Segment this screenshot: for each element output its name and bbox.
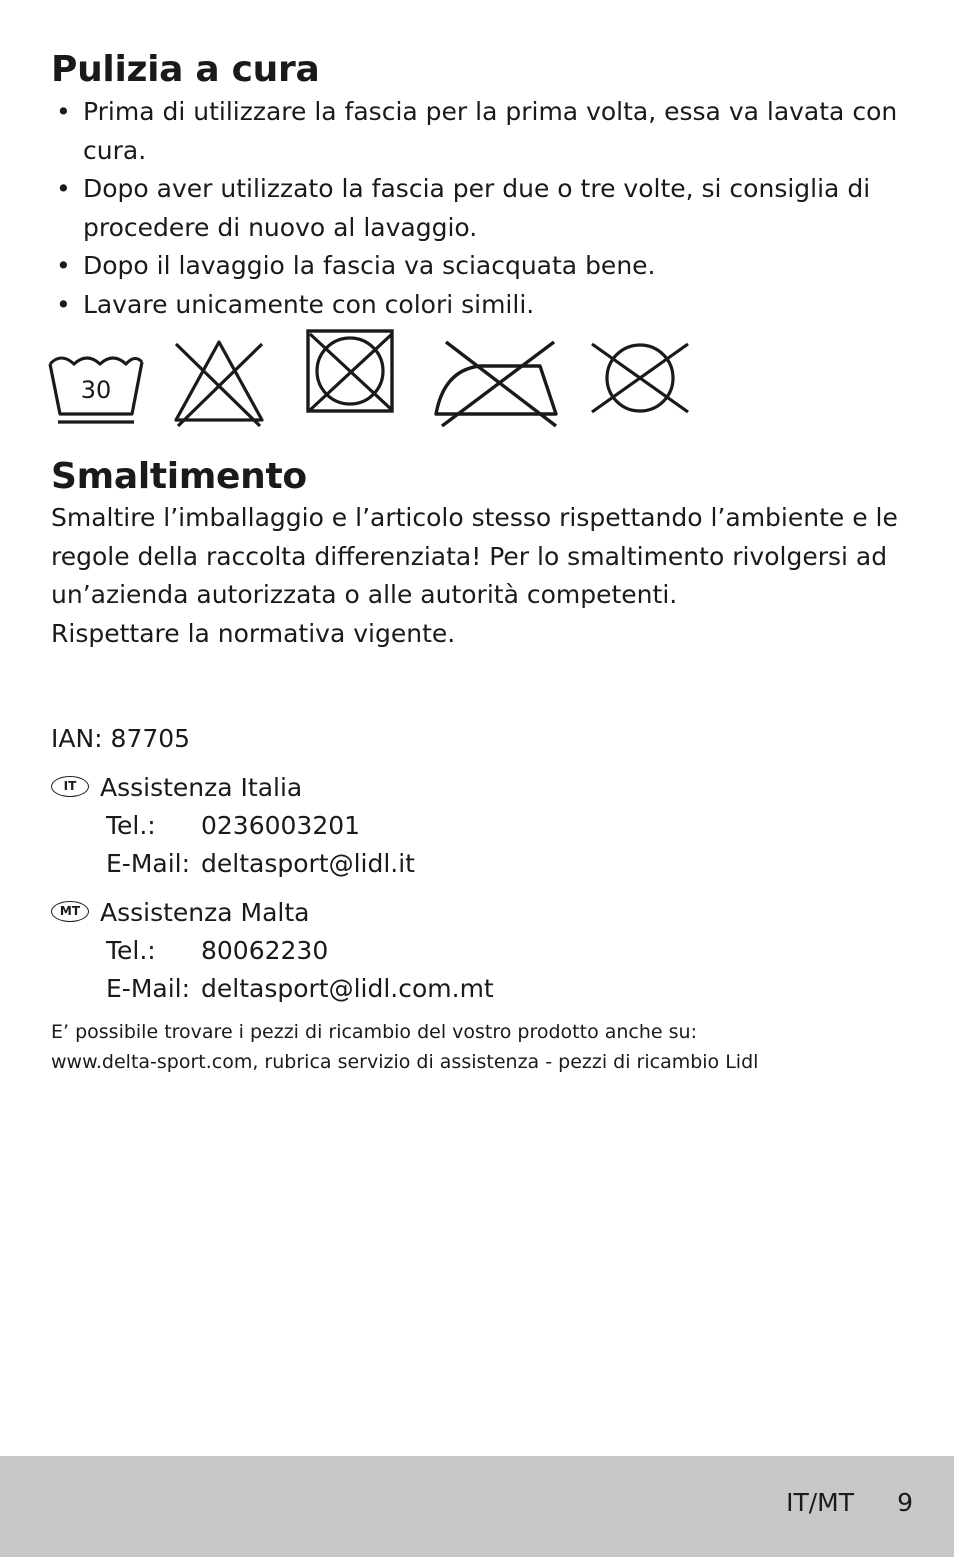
language-code: IT/MT <box>786 1488 854 1517</box>
email-address: deltasport@lidl.it <box>201 849 415 878</box>
spare-parts-info <box>51 1017 758 1077</box>
no-iron-icon <box>432 340 562 428</box>
email-label: E-Mail: <box>106 974 191 1003</box>
care-title: Pulizia a cura <box>51 49 320 90</box>
page-footer <box>0 1456 954 1557</box>
tel-number: 80062230 <box>201 936 329 965</box>
list-item: • Lavare unicamente con colori simili. <box>53 286 903 325</box>
country-badge-mt: MT <box>51 901 89 922</box>
no-dry-clean-icon <box>590 342 690 414</box>
wash-temperature: 30 <box>80 376 112 404</box>
ian-number: IAN: 87705 <box>51 724 191 753</box>
disposal-text <box>51 499 911 653</box>
country-badge-it: IT <box>51 776 89 797</box>
list-item: • Prima di utilizzare la fascia per la prima volta, essa va lavata con cura. <box>53 93 903 170</box>
tel-label: Tel.: <box>106 936 156 965</box>
tel-label: Tel.: <box>106 811 156 840</box>
service-malta <box>51 894 494 1008</box>
service-name: Assistenza Italia <box>100 773 303 802</box>
care-instructions-list <box>53 93 903 324</box>
no-tumble-dry-icon <box>304 328 398 414</box>
list-item: • Dopo aver utilizzato la fascia per due o tre volte, si consiglia di procedere di nuovo al lavaggio. <box>53 170 903 247</box>
disposal-title: Smaltimento <box>51 456 307 497</box>
email-address: deltasport@lidl.com.mt <box>201 974 494 1003</box>
spare-parts-line: E’ possibile trovare i pezzi di ricambio del vostro prodotto anche su: <box>51 1021 697 1043</box>
service-italy <box>51 769 415 883</box>
no-bleach-icon <box>172 336 266 428</box>
spare-parts-line: www.delta-sport.com, rubrica servizio di assistenza - pezzi di ricambio Lidl <box>51 1051 759 1073</box>
page-number: 9 <box>897 1488 913 1517</box>
email-label: E-Mail: <box>106 849 191 878</box>
service-name: Assistenza Malta <box>100 898 310 927</box>
tel-number: 0236003201 <box>201 811 361 840</box>
disposal-note: Rispettare la normativa vigente. <box>51 618 456 648</box>
list-item: • Dopo il lavaggio la fascia va sciacquata bene. <box>53 247 903 286</box>
disposal-paragraph: Smaltire l’imballaggio e l’articolo stesso rispettando l’ambiente e le regole della raccolta differenziata! Per lo smaltimento rivolgersi ad un’azienda autorizzata o alle autorità competenti. <box>51 503 898 609</box>
wash-30-icon <box>46 348 146 428</box>
